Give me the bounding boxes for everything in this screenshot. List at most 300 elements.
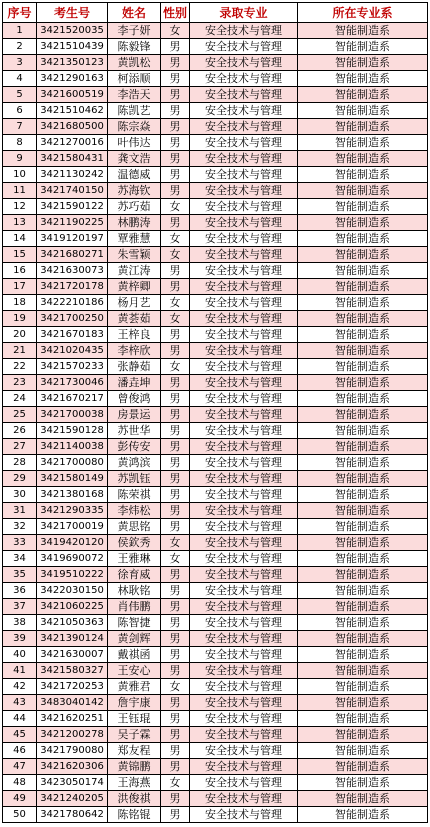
cell-index: 33 bbox=[3, 535, 37, 551]
cell-name: 李梓欣 bbox=[108, 343, 161, 359]
cell-index: 45 bbox=[3, 727, 37, 743]
cell-major: 安全技术与管理 bbox=[190, 87, 298, 103]
header-index: 序号 bbox=[3, 3, 37, 23]
table-row bbox=[3, 39, 428, 55]
cell-name: 黄荟茹 bbox=[108, 311, 161, 327]
cell-exam-number: 3421700019 bbox=[37, 519, 108, 535]
cell-department: 智能制造系 bbox=[298, 791, 428, 807]
cell-index: 13 bbox=[3, 215, 37, 231]
cell-gender: 女 bbox=[161, 551, 190, 567]
cell-name: 陈荣祺 bbox=[108, 487, 161, 503]
cell-name: 李炜松 bbox=[108, 503, 161, 519]
cell-gender: 女 bbox=[161, 359, 190, 375]
cell-index: 8 bbox=[3, 135, 37, 151]
cell-exam-number: 3421200278 bbox=[37, 727, 108, 743]
cell-gender: 男 bbox=[161, 439, 190, 455]
cell-gender: 女 bbox=[161, 535, 190, 551]
table-row bbox=[3, 791, 428, 807]
table-row bbox=[3, 711, 428, 727]
cell-name: 王梓良 bbox=[108, 327, 161, 343]
cell-exam-number: 3421680271 bbox=[37, 247, 108, 263]
cell-department: 智能制造系 bbox=[298, 615, 428, 631]
cell-exam-number: 3421380168 bbox=[37, 487, 108, 503]
cell-gender: 男 bbox=[161, 167, 190, 183]
cell-exam-number: 3419120197 bbox=[37, 231, 108, 247]
cell-exam-number: 3421290335 bbox=[37, 503, 108, 519]
cell-major: 安全技术与管理 bbox=[190, 535, 298, 551]
cell-exam-number: 3421240205 bbox=[37, 791, 108, 807]
table-header bbox=[3, 3, 428, 23]
cell-exam-number: 3421020435 bbox=[37, 343, 108, 359]
table-row bbox=[3, 503, 428, 519]
cell-index: 4 bbox=[3, 71, 37, 87]
cell-gender: 男 bbox=[161, 375, 190, 391]
cell-name: 苏世华 bbox=[108, 423, 161, 439]
cell-department: 智能制造系 bbox=[298, 311, 428, 327]
cell-major: 安全技术与管理 bbox=[190, 583, 298, 599]
cell-gender: 男 bbox=[161, 471, 190, 487]
cell-major: 安全技术与管理 bbox=[190, 679, 298, 695]
cell-gender: 男 bbox=[161, 87, 190, 103]
cell-exam-number: 3421510462 bbox=[37, 103, 108, 119]
table-row bbox=[3, 407, 428, 423]
table-row bbox=[3, 119, 428, 135]
cell-major: 安全技术与管理 bbox=[190, 247, 298, 263]
cell-name: 吴子霖 bbox=[108, 727, 161, 743]
cell-gender: 女 bbox=[161, 311, 190, 327]
cell-major: 安全技术与管理 bbox=[190, 135, 298, 151]
cell-department: 智能制造系 bbox=[298, 727, 428, 743]
cell-index: 28 bbox=[3, 455, 37, 471]
cell-department: 智能制造系 bbox=[298, 103, 428, 119]
table-row bbox=[3, 519, 428, 535]
cell-name: 黄梓卿 bbox=[108, 279, 161, 295]
cell-department: 智能制造系 bbox=[298, 631, 428, 647]
cell-department: 智能制造系 bbox=[298, 343, 428, 359]
cell-department: 智能制造系 bbox=[298, 247, 428, 263]
cell-gender: 女 bbox=[161, 247, 190, 263]
cell-exam-number: 3419510222 bbox=[37, 567, 108, 583]
cell-gender: 男 bbox=[161, 407, 190, 423]
cell-major: 安全技术与管理 bbox=[190, 631, 298, 647]
cell-name: 黄剑辉 bbox=[108, 631, 161, 647]
cell-index: 16 bbox=[3, 263, 37, 279]
cell-department: 智能制造系 bbox=[298, 487, 428, 503]
table-body bbox=[3, 23, 428, 823]
header-row bbox=[3, 3, 428, 23]
cell-gender: 男 bbox=[161, 631, 190, 647]
table-row bbox=[3, 743, 428, 759]
cell-gender: 男 bbox=[161, 55, 190, 71]
cell-exam-number: 3421570233 bbox=[37, 359, 108, 375]
table-row bbox=[3, 103, 428, 119]
table-row bbox=[3, 311, 428, 327]
cell-gender: 男 bbox=[161, 263, 190, 279]
cell-department: 智能制造系 bbox=[298, 87, 428, 103]
cell-major: 安全技术与管理 bbox=[190, 391, 298, 407]
cell-gender: 男 bbox=[161, 759, 190, 775]
table-row bbox=[3, 583, 428, 599]
cell-gender: 男 bbox=[161, 615, 190, 631]
cell-name: 戴祺函 bbox=[108, 647, 161, 663]
cell-name: 黄思铭 bbox=[108, 519, 161, 535]
cell-department: 智能制造系 bbox=[298, 519, 428, 535]
table-row bbox=[3, 631, 428, 647]
cell-gender: 男 bbox=[161, 103, 190, 119]
cell-index: 42 bbox=[3, 679, 37, 695]
cell-index: 41 bbox=[3, 663, 37, 679]
cell-exam-number: 3421390124 bbox=[37, 631, 108, 647]
cell-name: 苏凯钰 bbox=[108, 471, 161, 487]
cell-name: 王安心 bbox=[108, 663, 161, 679]
cell-index: 26 bbox=[3, 423, 37, 439]
cell-index: 1 bbox=[3, 23, 37, 39]
cell-name: 叶伟达 bbox=[108, 135, 161, 151]
cell-gender: 男 bbox=[161, 135, 190, 151]
cell-major: 安全技术与管理 bbox=[190, 55, 298, 71]
cell-name: 覃雅慧 bbox=[108, 231, 161, 247]
cell-index: 14 bbox=[3, 231, 37, 247]
cell-major: 安全技术与管理 bbox=[190, 407, 298, 423]
header-department: 所在专业系 bbox=[298, 3, 428, 23]
cell-name: 陈铭锟 bbox=[108, 807, 161, 823]
table-row bbox=[3, 215, 428, 231]
cell-major: 安全技术与管理 bbox=[190, 487, 298, 503]
cell-index: 23 bbox=[3, 375, 37, 391]
cell-name: 王雅琳 bbox=[108, 551, 161, 567]
cell-exam-number: 3421780642 bbox=[37, 807, 108, 823]
cell-exam-number: 3421580431 bbox=[37, 151, 108, 167]
cell-major: 安全技术与管理 bbox=[190, 39, 298, 55]
cell-exam-number: 3421630073 bbox=[37, 263, 108, 279]
table-row bbox=[3, 135, 428, 151]
cell-department: 智能制造系 bbox=[298, 23, 428, 39]
cell-index: 27 bbox=[3, 439, 37, 455]
cell-name: 黄雅君 bbox=[108, 679, 161, 695]
table-row bbox=[3, 279, 428, 295]
cell-name: 陈宗焱 bbox=[108, 119, 161, 135]
cell-index: 31 bbox=[3, 503, 37, 519]
cell-department: 智能制造系 bbox=[298, 215, 428, 231]
table-row bbox=[3, 471, 428, 487]
table-row bbox=[3, 359, 428, 375]
cell-exam-number: 3421680500 bbox=[37, 119, 108, 135]
cell-major: 安全技术与管理 bbox=[190, 647, 298, 663]
table-row bbox=[3, 343, 428, 359]
cell-index: 40 bbox=[3, 647, 37, 663]
cell-exam-number: 3421590122 bbox=[37, 199, 108, 215]
cell-gender: 男 bbox=[161, 279, 190, 295]
cell-gender: 女 bbox=[161, 199, 190, 215]
table-row bbox=[3, 551, 428, 567]
cell-major: 安全技术与管理 bbox=[190, 199, 298, 215]
cell-department: 智能制造系 bbox=[298, 679, 428, 695]
cell-exam-number: 3421190225 bbox=[37, 215, 108, 231]
cell-index: 25 bbox=[3, 407, 37, 423]
cell-exam-number: 3419420120 bbox=[37, 535, 108, 551]
table-row bbox=[3, 167, 428, 183]
cell-major: 安全技术与管理 bbox=[190, 295, 298, 311]
cell-name: 杨月艺 bbox=[108, 295, 161, 311]
cell-major: 安全技术与管理 bbox=[190, 311, 298, 327]
cell-department: 智能制造系 bbox=[298, 199, 428, 215]
cell-exam-number: 3421050363 bbox=[37, 615, 108, 631]
cell-major: 安全技术与管理 bbox=[190, 759, 298, 775]
cell-department: 智能制造系 bbox=[298, 663, 428, 679]
cell-department: 智能制造系 bbox=[298, 295, 428, 311]
cell-major: 安全技术与管理 bbox=[190, 23, 298, 39]
cell-major: 安全技术与管理 bbox=[190, 327, 298, 343]
cell-index: 7 bbox=[3, 119, 37, 135]
cell-major: 安全技术与管理 bbox=[190, 215, 298, 231]
cell-department: 智能制造系 bbox=[298, 423, 428, 439]
table-row bbox=[3, 647, 428, 663]
cell-department: 智能制造系 bbox=[298, 327, 428, 343]
cell-department: 智能制造系 bbox=[298, 759, 428, 775]
cell-index: 22 bbox=[3, 359, 37, 375]
cell-gender: 男 bbox=[161, 71, 190, 87]
table-row bbox=[3, 679, 428, 695]
cell-gender: 男 bbox=[161, 215, 190, 231]
cell-department: 智能制造系 bbox=[298, 119, 428, 135]
cell-department: 智能制造系 bbox=[298, 439, 428, 455]
cell-name: 黄鸿滨 bbox=[108, 455, 161, 471]
cell-name: 陈智捷 bbox=[108, 615, 161, 631]
cell-index: 17 bbox=[3, 279, 37, 295]
cell-major: 安全技术与管理 bbox=[190, 103, 298, 119]
cell-gender: 男 bbox=[161, 743, 190, 759]
cell-department: 智能制造系 bbox=[298, 151, 428, 167]
cell-index: 19 bbox=[3, 311, 37, 327]
cell-name: 李子妍 bbox=[108, 23, 161, 39]
cell-index: 5 bbox=[3, 87, 37, 103]
table-row bbox=[3, 87, 428, 103]
table-row bbox=[3, 151, 428, 167]
table-row bbox=[3, 727, 428, 743]
cell-exam-number: 3483040142 bbox=[37, 695, 108, 711]
table-row bbox=[3, 615, 428, 631]
cell-index: 38 bbox=[3, 615, 37, 631]
cell-gender: 男 bbox=[161, 567, 190, 583]
cell-name: 张静茹 bbox=[108, 359, 161, 375]
cell-index: 3 bbox=[3, 55, 37, 71]
cell-department: 智能制造系 bbox=[298, 583, 428, 599]
cell-name: 龚文浩 bbox=[108, 151, 161, 167]
table-row bbox=[3, 391, 428, 407]
cell-department: 智能制造系 bbox=[298, 695, 428, 711]
table-row bbox=[3, 487, 428, 503]
cell-index: 6 bbox=[3, 103, 37, 119]
cell-exam-number: 3421790080 bbox=[37, 743, 108, 759]
cell-name: 洪俊祺 bbox=[108, 791, 161, 807]
cell-index: 50 bbox=[3, 807, 37, 823]
cell-name: 陈毅锋 bbox=[108, 39, 161, 55]
cell-exam-number: 3421730046 bbox=[37, 375, 108, 391]
cell-department: 智能制造系 bbox=[298, 231, 428, 247]
cell-name: 彭传安 bbox=[108, 439, 161, 455]
cell-index: 18 bbox=[3, 295, 37, 311]
cell-department: 智能制造系 bbox=[298, 711, 428, 727]
cell-department: 智能制造系 bbox=[298, 183, 428, 199]
table-row bbox=[3, 199, 428, 215]
cell-gender: 男 bbox=[161, 727, 190, 743]
cell-major: 安全技术与管理 bbox=[190, 231, 298, 247]
cell-major: 安全技术与管理 bbox=[190, 263, 298, 279]
header-major: 录取专业 bbox=[190, 3, 298, 23]
cell-department: 智能制造系 bbox=[298, 39, 428, 55]
table-row bbox=[3, 327, 428, 343]
cell-name: 林耿铭 bbox=[108, 583, 161, 599]
table-row bbox=[3, 439, 428, 455]
cell-index: 10 bbox=[3, 167, 37, 183]
cell-department: 智能制造系 bbox=[298, 135, 428, 151]
cell-exam-number: 3421720253 bbox=[37, 679, 108, 695]
table-row bbox=[3, 599, 428, 615]
cell-exam-number: 3421350123 bbox=[37, 55, 108, 71]
header-gender: 性别 bbox=[161, 3, 190, 23]
cell-name: 黄江涛 bbox=[108, 263, 161, 279]
cell-exam-number: 3421600519 bbox=[37, 87, 108, 103]
table-row bbox=[3, 71, 428, 87]
cell-exam-number: 3421720178 bbox=[37, 279, 108, 295]
cell-index: 43 bbox=[3, 695, 37, 711]
cell-department: 智能制造系 bbox=[298, 375, 428, 391]
cell-gender: 男 bbox=[161, 583, 190, 599]
cell-name: 苏巧茹 bbox=[108, 199, 161, 215]
cell-index: 37 bbox=[3, 599, 37, 615]
cell-index: 47 bbox=[3, 759, 37, 775]
cell-exam-number: 3421060225 bbox=[37, 599, 108, 615]
table-row bbox=[3, 231, 428, 247]
cell-name: 苏海钦 bbox=[108, 183, 161, 199]
cell-name: 徐育威 bbox=[108, 567, 161, 583]
table-row bbox=[3, 535, 428, 551]
cell-exam-number: 3421700080 bbox=[37, 455, 108, 471]
cell-gender: 男 bbox=[161, 487, 190, 503]
table-row bbox=[3, 183, 428, 199]
cell-exam-number: 3421620306 bbox=[37, 759, 108, 775]
cell-name: 王海燕 bbox=[108, 775, 161, 791]
cell-gender: 男 bbox=[161, 695, 190, 711]
cell-major: 安全技术与管理 bbox=[190, 791, 298, 807]
cell-exam-number: 3421700250 bbox=[37, 311, 108, 327]
table-row bbox=[3, 423, 428, 439]
table-row bbox=[3, 775, 428, 791]
cell-gender: 男 bbox=[161, 39, 190, 55]
cell-major: 安全技术与管理 bbox=[190, 807, 298, 823]
table-row bbox=[3, 759, 428, 775]
cell-major: 安全技术与管理 bbox=[190, 615, 298, 631]
cell-exam-number: 3423050174 bbox=[37, 775, 108, 791]
cell-gender: 女 bbox=[161, 775, 190, 791]
cell-department: 智能制造系 bbox=[298, 71, 428, 87]
table-row bbox=[3, 807, 428, 823]
cell-name: 林鹏涛 bbox=[108, 215, 161, 231]
cell-name: 曾俊鸿 bbox=[108, 391, 161, 407]
cell-name: 房景运 bbox=[108, 407, 161, 423]
cell-major: 安全技术与管理 bbox=[190, 343, 298, 359]
cell-major: 安全技术与管理 bbox=[190, 359, 298, 375]
header-exam-number: 考生号 bbox=[37, 3, 108, 23]
cell-gender: 男 bbox=[161, 711, 190, 727]
cell-index: 44 bbox=[3, 711, 37, 727]
cell-exam-number: 3421620251 bbox=[37, 711, 108, 727]
cell-name: 陈凯艺 bbox=[108, 103, 161, 119]
cell-exam-number: 3421520035 bbox=[37, 23, 108, 39]
cell-index: 15 bbox=[3, 247, 37, 263]
cell-major: 安全技术与管理 bbox=[190, 567, 298, 583]
cell-department: 智能制造系 bbox=[298, 167, 428, 183]
cell-gender: 男 bbox=[161, 151, 190, 167]
cell-index: 34 bbox=[3, 551, 37, 567]
cell-name: 朱雪颖 bbox=[108, 247, 161, 263]
cell-major: 安全技术与管理 bbox=[190, 119, 298, 135]
cell-major: 安全技术与管理 bbox=[190, 455, 298, 471]
cell-exam-number: 3421270016 bbox=[37, 135, 108, 151]
cell-major: 安全技术与管理 bbox=[190, 375, 298, 391]
cell-major: 安全技术与管理 bbox=[190, 743, 298, 759]
cell-department: 智能制造系 bbox=[298, 775, 428, 791]
cell-major: 安全技术与管理 bbox=[190, 471, 298, 487]
table-row bbox=[3, 55, 428, 71]
cell-index: 9 bbox=[3, 151, 37, 167]
cell-department: 智能制造系 bbox=[298, 567, 428, 583]
cell-department: 智能制造系 bbox=[298, 455, 428, 471]
table-row bbox=[3, 455, 428, 471]
cell-exam-number: 3421580327 bbox=[37, 663, 108, 679]
cell-exam-number: 3421740150 bbox=[37, 183, 108, 199]
cell-major: 安全技术与管理 bbox=[190, 519, 298, 535]
cell-index: 35 bbox=[3, 567, 37, 583]
cell-exam-number: 3419690072 bbox=[37, 551, 108, 567]
cell-index: 11 bbox=[3, 183, 37, 199]
cell-gender: 男 bbox=[161, 343, 190, 359]
cell-gender: 女 bbox=[161, 231, 190, 247]
cell-exam-number: 3421290163 bbox=[37, 71, 108, 87]
cell-department: 智能制造系 bbox=[298, 599, 428, 615]
cell-gender: 男 bbox=[161, 599, 190, 615]
cell-major: 安全技术与管理 bbox=[190, 167, 298, 183]
cell-department: 智能制造系 bbox=[298, 551, 428, 567]
cell-name: 柯添顺 bbox=[108, 71, 161, 87]
cell-exam-number: 3421700038 bbox=[37, 407, 108, 423]
cell-department: 智能制造系 bbox=[298, 359, 428, 375]
cell-name: 詹宇康 bbox=[108, 695, 161, 711]
cell-index: 21 bbox=[3, 343, 37, 359]
cell-department: 智能制造系 bbox=[298, 743, 428, 759]
cell-major: 安全技术与管理 bbox=[190, 71, 298, 87]
cell-index: 29 bbox=[3, 471, 37, 487]
cell-index: 2 bbox=[3, 39, 37, 55]
cell-department: 智能制造系 bbox=[298, 279, 428, 295]
cell-gender: 女 bbox=[161, 295, 190, 311]
cell-name: 侯欽秀 bbox=[108, 535, 161, 551]
cell-name: 潘垚坤 bbox=[108, 375, 161, 391]
cell-gender: 男 bbox=[161, 183, 190, 199]
cell-exam-number: 3421670183 bbox=[37, 327, 108, 343]
cell-major: 安全技术与管理 bbox=[190, 775, 298, 791]
cell-name: 黄凯松 bbox=[108, 55, 161, 71]
cell-index: 24 bbox=[3, 391, 37, 407]
cell-gender: 女 bbox=[161, 679, 190, 695]
cell-gender: 女 bbox=[161, 23, 190, 39]
cell-exam-number: 3421580149 bbox=[37, 471, 108, 487]
cell-department: 智能制造系 bbox=[298, 471, 428, 487]
cell-exam-number: 3422210186 bbox=[37, 295, 108, 311]
cell-major: 安全技术与管理 bbox=[190, 727, 298, 743]
cell-name: 郑友程 bbox=[108, 743, 161, 759]
cell-exam-number: 3421140038 bbox=[37, 439, 108, 455]
